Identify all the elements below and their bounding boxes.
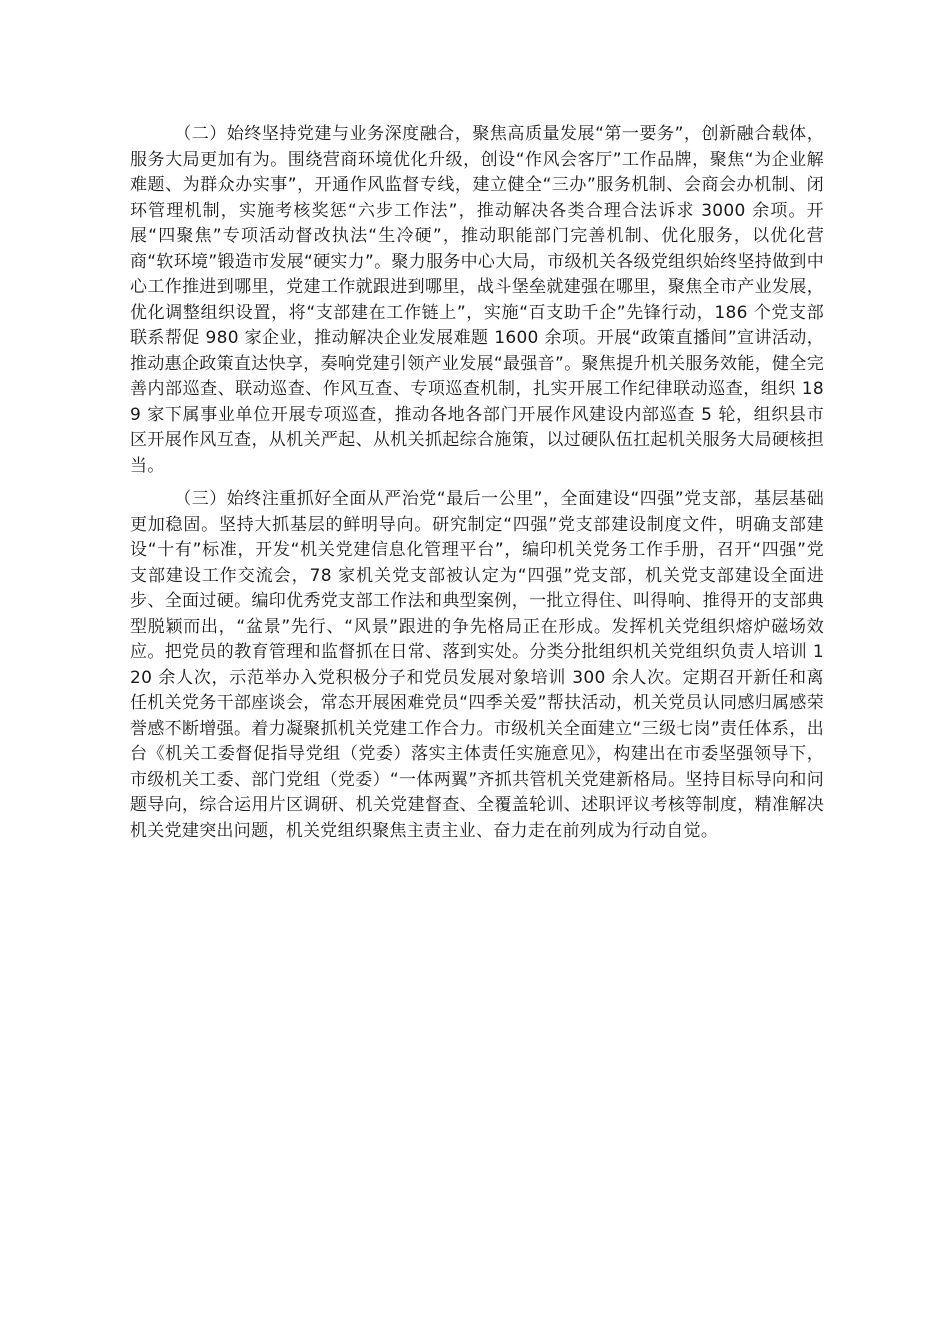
paragraph-section-2: （二）始终坚持党建与业务深度融合，聚焦高质量发展“第一要务”，创新融合载体，服务大局更加有为。围绕营商环境优化升级，创设“作风会客厅”工作品牌，聚焦“为企业解难题、为群众办实事”，开通作风监督专线，建立健全“三办”服务机制、会商会办机制、闭环管理机制，实施考核奖惩“六步工作法”，推动解决各类合理合法诉求 3000 余项。开展“四聚焦”专项活动督改执法“生冷硬”，推动职能部门完善机制、优化服务，以优化营商“软环境”锻造市发展“硬实力”。聚力服务中心大局，市级机关各级党组织始终坚持做到中心工作推进到哪里，党建工作就跟进到哪里，战斗堡垒就建强在哪里，聚焦全市产业发展，优化调整组织设置，将“支部建在工作链上”，实施“百支助千企”先锋行动，186 个党支部联系帮促 980 家企业，推动解决企业发展难题 1600 余项。开展“政策直播间”宣讲活动，推动惠企政策直达快享，奏响党建引领产业发展“最强音”。聚焦提升机关服务效能，健全完善内部巡查、联动巡查、作风互查、专项巡查机制，扎实开展工作纪律联动巡查，组织 189 家下属事业单位开展专项巡查，推动各地各部门开展作风建设内部巡查 5 轮，组织县市区开展作风互查，从机关严起、从机关抓起综合施策，以过硬队伍扛起机关服务大局硬核担当。 [130, 124, 824, 476]
paragraph-section-3: （三）始终注重抓好全面从严治党“最后一公里”，全面建设“四强”党支部，基层基础更加稳固。坚持大抓基层的鲜明导向。研究制定“四强”党支部建设制度文件，明确支部建设“十有”标准，开发“机关党建信息化管理平台”，编印机关党务工作手册，召开“四强”党支部建设工作交流会，78 家机关党支部被认定为“四强”党支部，机关党支部建设全面进步、全面过硬。编印优秀党支部工作法和典型案例，一批立得住、叫得响、推得开的支部典型脱颖而出，“盆景”先行、“风景”跟进的争先格局正在形成。发挥机关党组织熔炉磁场效应。把党员的教育管理和监督抓在日常、落到实处。分类分批组织机关党组织负责人培训 120 余人次，示范举办入党积极分子和党员发展对象培训 300 余人次。定期召开新任和离任机关党务干部座谈会，常态开展困难党员“四季关爱”帮扶活动，机关党员认同感归属感荣誉感不断增强。着力凝聚抓机关党建工作合力。市级机关全面建立“三级七岗”责任体系，出台《机关工委督促指导党组（党委）落实主体责任实施意见》，构建出在市委坚强领导下，市级机关工委、部门党组（党委）“一体两翼”齐抓共管机关党建新格局。坚持目标导向和问题导向，综合运用片区调研、机关党建督查、全覆盖轮训、述职评议考核等制度，精准解决机关党建突出问题，机关党组织聚焦主责主业、奋力走在前列成为行动自觉。 [130, 489, 824, 841]
document-page [130, 122, 824, 852]
